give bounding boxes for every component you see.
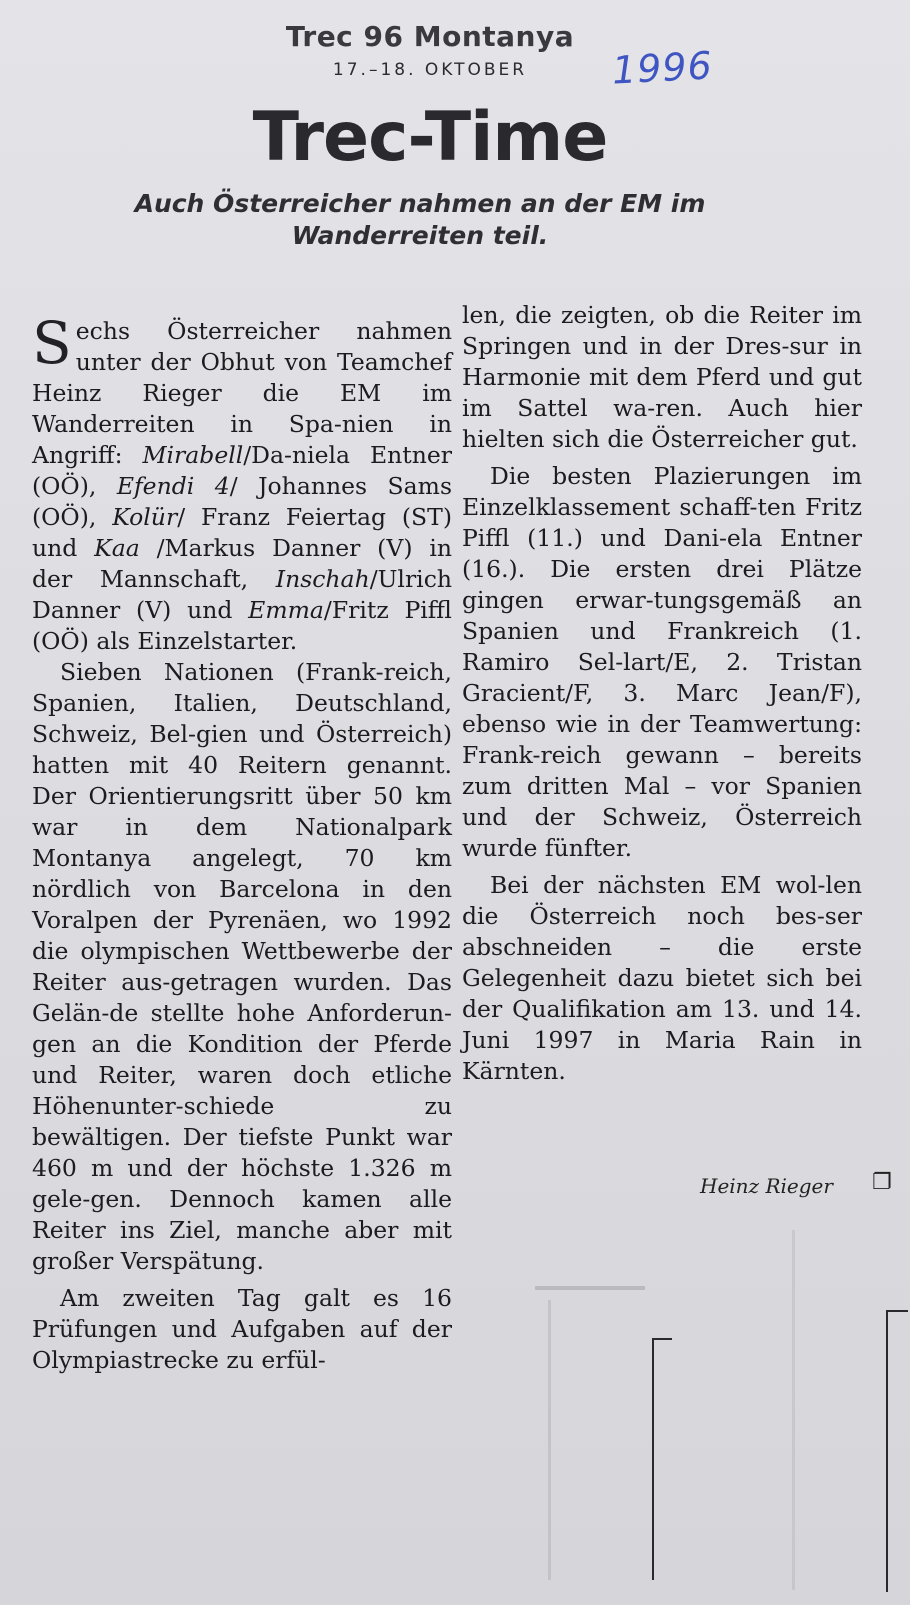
horse-name: Kolür bbox=[112, 503, 178, 531]
horse-name: Mirabell bbox=[142, 441, 244, 469]
layout-bracket bbox=[652, 1338, 672, 1580]
paragraph-3: Am zweiten Tag galt es 16 Prüfungen und Aufgaben auf der Olympiastrecke zu erfül- bbox=[32, 1284, 452, 1374]
subheadline: Auch Österreicher nahmen an der EM im Wanderreiten teil. bbox=[134, 189, 706, 250]
paragraph-6: Bei der nächsten EM wol-len die Österreich noch bes-ser abschneiden – die erste Gelegenheit dazu bietet sich bei der Qualifikation am 13. und 14. Juni 1997 in Maria Rain in Kärnten. bbox=[462, 871, 862, 1085]
horse-name: Emma bbox=[248, 596, 324, 624]
print-smudge bbox=[535, 1286, 645, 1290]
event-date: 17.–18. OKTOBER bbox=[332, 60, 528, 80]
headline: Trec-Time bbox=[252, 98, 608, 177]
drop-cap: S bbox=[32, 309, 72, 377]
text-run: /Fritz Piffl (OÖ) als Einzelstarter. bbox=[32, 596, 453, 655]
horse-name: Kaa bbox=[94, 534, 140, 562]
layout-bracket bbox=[886, 1310, 908, 1592]
print-smudge bbox=[792, 1230, 795, 1590]
paragraph-1 bbox=[32, 309, 453, 657]
section-kicker: Trec 96 Montanya bbox=[285, 20, 575, 53]
author-byline: Heinz Rieger bbox=[700, 1174, 833, 1198]
paragraph-2: Sieben Nationen (Frank-reich, Spanien, Italien, Deutschland, Schweiz, Bel-gien und Österreich) hatten mit 40 Reitern genannt. Der Orientierungsritt über 50 km war in dem Nationalpark Montanya angelegt, 70 km nördlich von Barcelona in den Voralpen der Pyrenäen, wo 1992 die olympischen Wettbewerbe der Reiter aus-getragen wurden. Das Gelän-de stellte hohe Anforderun-gen an die Kondition der Pferde und Reiter, waren doch etliche Höhenunter-schiede zu bewältigen. Der tiefste Punkt war 460 m und der höchste 1.326 m gele-gen. Dennoch kamen alle Reiter ins Ziel, manche aber mit großer Verspätung. bbox=[32, 658, 452, 1275]
horse-name: Efendi 4 bbox=[116, 472, 230, 500]
paragraph-5: Die besten Plazierungen im Einzelklassement schaff-ten Fritz Piffl (11.) und Dani-ela Entner (16.). Die ersten drei Plätze gingen erwar-tungsgemäß an Spanien und Frankreich (1. Ramiro Sel-lart/E, 2. Tristan Gracient/F, 3. Marc Jean/F), ebenso wie in der Teamwertung: Frank-reich gewann – bereits zum dritten Mal – vor Spanien und der Schweiz, Österreich wurde fünfter. bbox=[462, 462, 862, 862]
handwritten-year-annotation: 1996 bbox=[610, 43, 714, 93]
text-run: / Johannes Sams (OÖ), bbox=[32, 472, 453, 531]
article-column-left bbox=[32, 309, 453, 1376]
print-smudge bbox=[548, 1300, 551, 1580]
horse-name: Inschah bbox=[275, 565, 370, 593]
text-run: / Franz Feiertag (ST) und bbox=[32, 503, 452, 562]
text-run: /Ulrich Danner (V) und bbox=[32, 565, 452, 624]
text-run: /Markus Danner (V) in der Mannschaft, bbox=[32, 534, 452, 593]
paragraph-4: len, die zeigten, ob die Reiter im Springen und in der Dres-sur in Harmonie mit dem Pferd und gut im Sattel wa-ren. Auch hier hielten sich die Österreicher gut. bbox=[462, 301, 862, 453]
article-column-right bbox=[462, 300, 862, 1087]
text-run: /Da-niela Entner (OÖ), bbox=[32, 441, 452, 500]
end-mark-icon: ❐ bbox=[872, 1170, 892, 1195]
text-run: echs Österreicher nahmen unter der Obhut von Teamchef Heinz Rieger die EM im Wanderreiten in Spa-nien in Angriff: bbox=[32, 317, 452, 469]
